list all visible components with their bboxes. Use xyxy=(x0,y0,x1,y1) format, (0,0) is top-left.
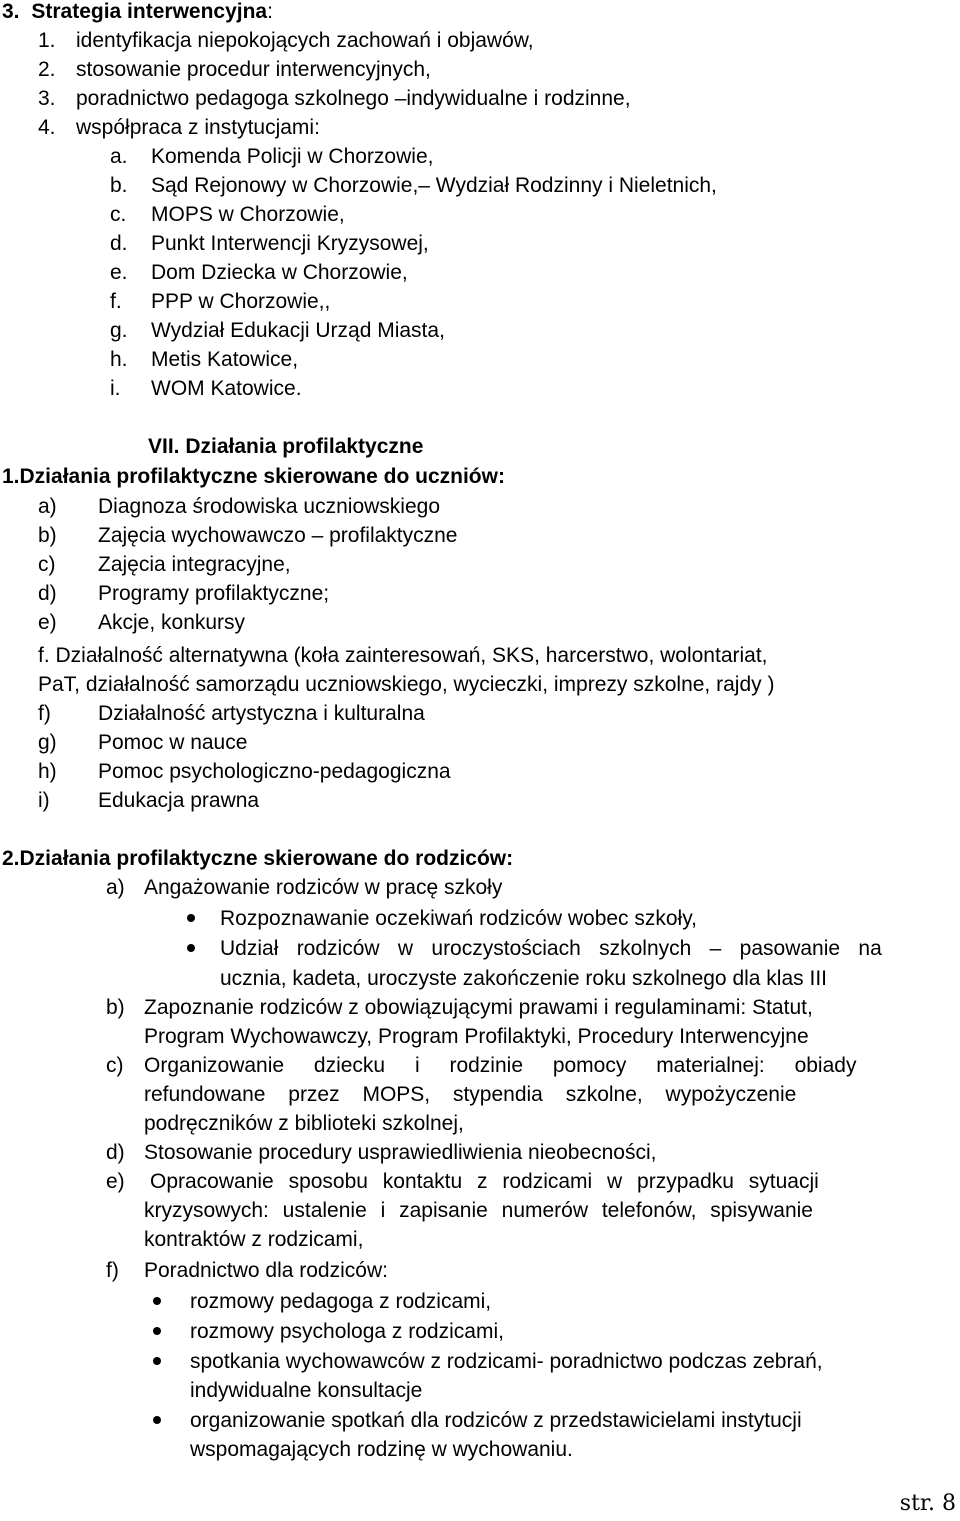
list-marker: a. xyxy=(110,145,128,168)
list-item: Wydział Edukacji Urząd Miasta, xyxy=(151,319,445,342)
parents-f-bullet-2: rozmowy psychologa z rodzicami, xyxy=(190,1320,504,1343)
list-item: Diagnoza środowiska uczniowskiego xyxy=(98,495,441,518)
parents-a-bullet-2-line1: Udział rodziców w uroczystościach szkolnych – pasowanie na xyxy=(220,937,882,960)
list-marker: a) xyxy=(106,876,125,899)
list-item: współpraca z instytucjami: xyxy=(76,116,320,139)
list-item: PPP w Chorzowie,, xyxy=(151,290,331,313)
parents-f-bullet-4-line2: wspomagających rodzinę w wychowaniu. xyxy=(190,1438,573,1461)
list-item: stosowanie procedur interwencyjnych, xyxy=(76,58,431,81)
parents-item-b-line2: Program Wychowawczy, Program Profilaktyki, Procedury Interwencyjne xyxy=(144,1025,809,1048)
section3-colon: : xyxy=(267,0,273,23)
parents-item-b-line1: Zapoznanie rodziców z obowiązującymi prawami i regulaminami: Statut, xyxy=(144,996,813,1019)
parents-item-a: Angażowanie rodziców w pracę szkoły xyxy=(144,876,503,899)
section3-title: Strategia interwencyjna xyxy=(31,0,268,23)
list-item: MOPS w Chorzowie, xyxy=(151,203,345,226)
list-item: Metis Katowice, xyxy=(151,348,299,371)
parents-item-d: Stosowanie procedury usprawiedliwienia nieobecności, xyxy=(144,1141,657,1164)
bullet-icon xyxy=(153,1416,161,1424)
list-marker: 3. xyxy=(38,87,56,110)
list-marker: g. xyxy=(110,319,128,342)
parents-f-bullet-1: rozmowy pedagoga z rodzicami, xyxy=(190,1290,492,1313)
parents-item-c-line2: refundowane przez MOPS, stypendia szkolne, wypożyczenie xyxy=(144,1083,797,1106)
parents-item-c-line3: podręczników z biblioteki szkolnej, xyxy=(144,1112,464,1135)
list-item: Akcje, konkursy xyxy=(98,611,246,634)
bullet-icon xyxy=(187,944,195,952)
list-marker: 4. xyxy=(38,116,56,139)
list-item: Komenda Policji w Chorzowie, xyxy=(151,145,434,168)
list-marker: b) xyxy=(106,996,125,1019)
list-marker: 1. xyxy=(38,29,56,52)
parents-item-c-line1: Organizowanie dziecku i rodzinie pomocy materialnej: obiady xyxy=(144,1054,857,1077)
list-marker: f. xyxy=(110,290,122,313)
parents-f-bullet-3-line2: indywidualne konsultacje xyxy=(190,1379,423,1402)
parents-a-bullet-1: Rozpoznawanie oczekiwań rodziców wobec szkoły, xyxy=(220,907,698,930)
list-marker: e) xyxy=(106,1170,125,1193)
list-marker: c) xyxy=(106,1054,124,1077)
parents-heading: 2.Działania profilaktyczne skierowane do rodziców: xyxy=(2,847,514,870)
list-marker: d) xyxy=(38,582,57,605)
list-item: Pomoc w nauce xyxy=(98,731,248,754)
parents-f-bullet-3-line1: spotkania wychowawców z rodzicami- poradnictwo podczas zebrań, xyxy=(190,1350,823,1373)
section7-heading: VII. Działania profilaktyczne xyxy=(148,435,424,458)
list-marker: i. xyxy=(110,377,121,400)
list-marker: f) xyxy=(38,702,51,725)
bullet-icon xyxy=(153,1327,161,1335)
parents-item-f: Poradnictwo dla rodziców: xyxy=(144,1259,388,1282)
parents-item-e-line3: kontraktów z rodzicami, xyxy=(144,1228,364,1251)
list-item: Sąd Rejonowy w Chorzowie,– Wydział Rodzinny i Nieletnich, xyxy=(151,174,717,197)
bullet-icon xyxy=(153,1357,161,1365)
list-item: Dom Dziecka w Chorzowie, xyxy=(151,261,408,284)
students-heading: 1.Działania profilaktyczne skierowane do uczniów: xyxy=(2,465,505,488)
list-marker: e. xyxy=(110,261,128,284)
list-item: poradnictwo pedagoga szkolnego –indywidualne i rodzinne, xyxy=(76,87,631,110)
list-marker: c) xyxy=(38,553,56,576)
list-marker: f) xyxy=(106,1259,119,1282)
list-marker: e) xyxy=(38,611,57,634)
list-marker: g) xyxy=(38,731,57,754)
bullet-icon xyxy=(187,914,195,922)
section3-number: 3. xyxy=(2,0,20,23)
list-marker: 2. xyxy=(38,58,56,81)
page-number: str. 8 xyxy=(899,1491,956,1516)
list-marker: h. xyxy=(110,348,128,371)
list-item: identyfikacja niepokojących zachowań i objawów, xyxy=(76,29,534,52)
list-marker: h) xyxy=(38,760,57,783)
alternative-activity-line1: f. Działalność alternatywna (koła zainteresowań, SKS, harcerstwo, wolontariat, xyxy=(38,644,768,667)
parents-item-e-line2: kryzysowych: ustalenie i zapisanie numerów telefonów, spisywanie xyxy=(144,1199,813,1222)
list-marker: d) xyxy=(106,1141,125,1164)
list-marker: b) xyxy=(38,524,57,547)
list-marker: b. xyxy=(110,174,128,197)
list-marker: c. xyxy=(110,203,127,226)
alternative-activity-line2: PaT, działalność samorządu uczniowskiego, wycieczki, imprezy szkolne, rajdy ) xyxy=(38,673,775,696)
parents-item-e-line1: Opracowanie sposobu kontaktu z rodzicami w przypadku sytuacji xyxy=(150,1170,819,1193)
list-item: Zajęcia wychowawczo – profilaktyczne xyxy=(98,524,458,547)
list-item: Edukacja prawna xyxy=(98,789,260,812)
list-item: Punkt Interwencji Kryzysowej, xyxy=(151,232,429,255)
list-item: Działalność artystyczna i kulturalna xyxy=(98,702,425,725)
list-marker: i) xyxy=(38,789,50,812)
list-marker: a) xyxy=(38,495,57,518)
list-item: Programy profilaktyczne; xyxy=(98,582,330,605)
parents-f-bullet-4-line1: organizowanie spotkań dla rodziców z przedstawicielami instytucji xyxy=(190,1409,802,1432)
list-item: Pomoc psychologiczno-pedagogiczna xyxy=(98,760,451,783)
parents-a-bullet-2-line2: ucznia, kadeta, uroczyste zakończenie roku szkolnego dla klas III xyxy=(220,967,827,990)
list-marker: d. xyxy=(110,232,128,255)
section3-heading xyxy=(2,0,273,26)
bullet-icon xyxy=(153,1297,161,1305)
list-item: WOM Katowice. xyxy=(151,377,302,400)
list-item: Zajęcia integracyjne, xyxy=(98,553,291,576)
